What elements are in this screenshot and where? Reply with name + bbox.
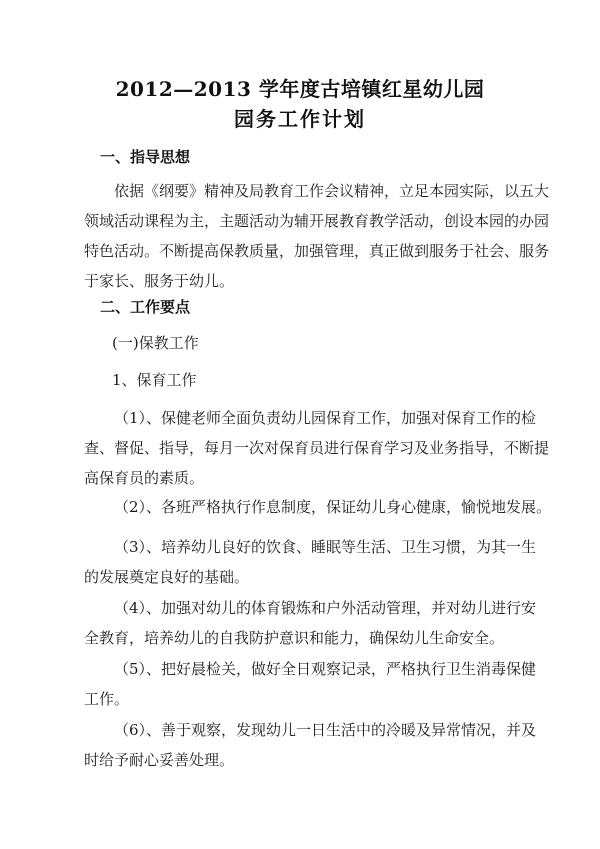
item-line: （2）、各班严格执行作息制度，保证幼儿身心健康，愉悦地发展。 [114, 498, 552, 516]
section1-heading: 一、指导思想 [100, 148, 191, 166]
item-line: 查、督促、指导，每月一次对保育员进行保育学习及业务指导，不断提 [84, 439, 550, 457]
item-line: 的发展奠定良好的基础。 [84, 568, 250, 586]
section2-heading: 二、工作要点 [100, 298, 191, 316]
item-line: 工作。 [84, 690, 130, 708]
section1-line: 于家长、服务于幼儿。 [84, 272, 235, 290]
item-6-paragraph [84, 715, 537, 775]
document-title-line1: 2012—2013 学年度古培镇红星幼儿园 [115, 77, 485, 101]
subsection-baoyu: 1、保育工作 [112, 371, 197, 389]
item-line: 高保育员的素质。 [84, 469, 205, 487]
item-line: （3）、培养幼儿良好的饮食、睡眠等生活、卫生习惯，为其一生 [114, 538, 537, 556]
section1-line: 领域活动课程为主，主题活动为辅开展教育教学活动，创设本园的办园 [84, 212, 550, 230]
item-2-paragraph [84, 492, 552, 522]
section1-paragraph [84, 176, 550, 296]
item-line: （1）、保健老师全面负责幼儿园保育工作，加强对保育工作的检 [114, 409, 537, 427]
item-line: （6）、善于观察，发现幼儿一日生活中的冷暖及异常情况，并及 [114, 721, 537, 739]
subsection-baojiao: (一)保教工作 [112, 334, 199, 352]
document-title-line2: 园务工作计划 [234, 107, 366, 131]
item-4-paragraph [84, 593, 537, 653]
section1-line: 依据《纲要》精神及局教育工作会议精神，立足本园实际，以五大 [114, 182, 550, 200]
item-line: 时给予耐心妥善处理。 [84, 751, 235, 769]
section1-line: 特色活动。不断提高保教质量，加强管理，真正做到服务于社会、服务 [84, 242, 550, 260]
item-3-paragraph [84, 532, 537, 592]
item-line: （5）、把好晨检关，做好全日观察记录，严格执行卫生消毒保健 [114, 660, 537, 678]
item-line: （4）、加强对幼儿的体育锻炼和户外活动管理，并对幼儿进行安 [114, 599, 537, 617]
item-line: 全教育，培养幼儿的自我防护意识和能力，确保幼儿生命安全。 [84, 629, 505, 647]
item-5-paragraph [84, 654, 537, 714]
item-1-paragraph [84, 403, 550, 493]
